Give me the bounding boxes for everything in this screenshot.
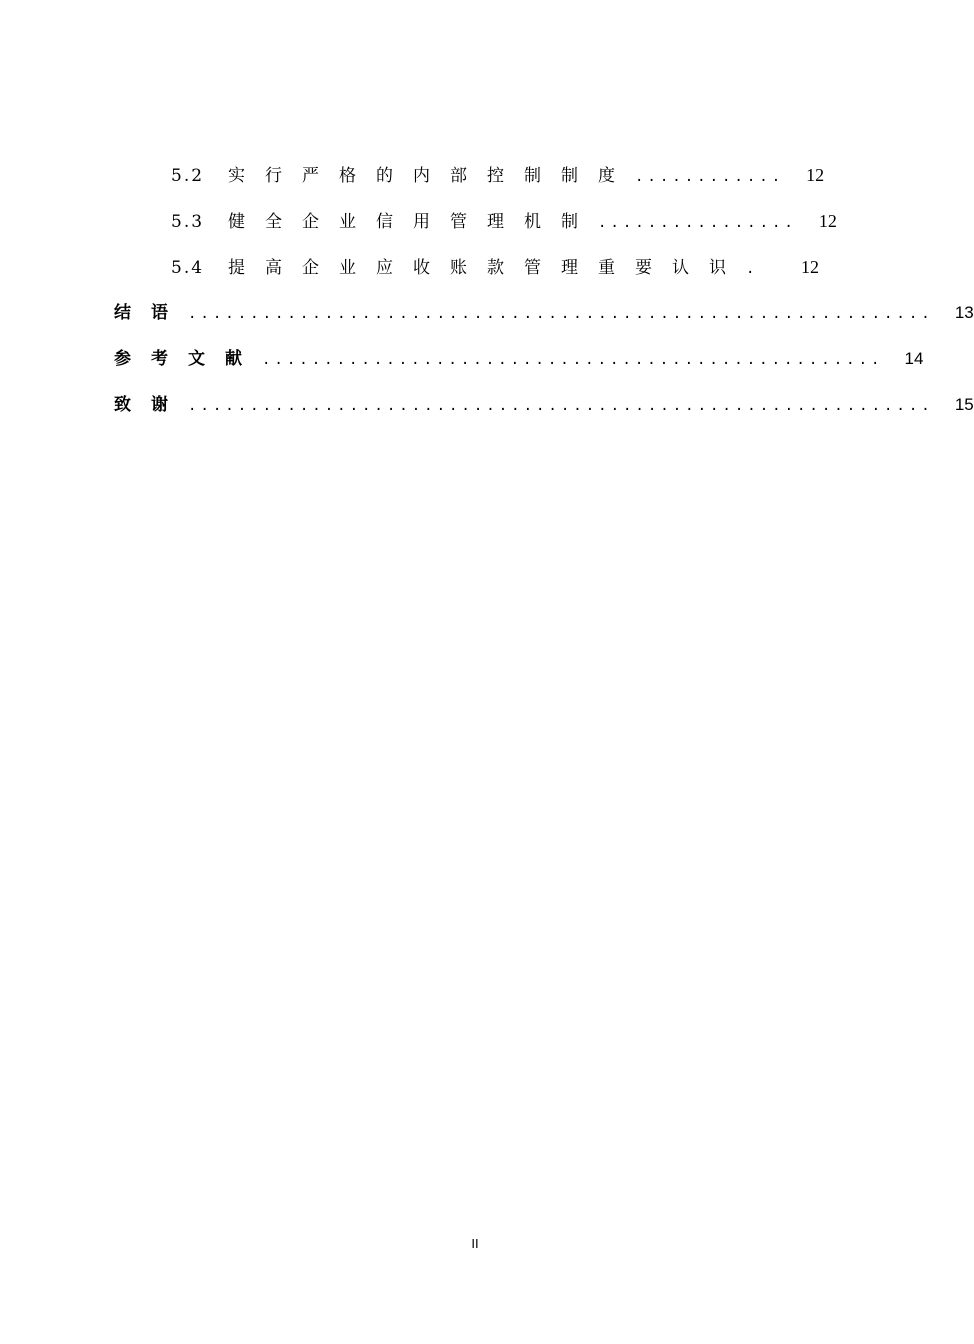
toc-entry-title: 参考文献	[114, 349, 262, 369]
toc-entry-title: 健全企业信用管理机制	[228, 212, 598, 232]
toc-entry-page: 15	[954, 395, 974, 414]
toc-entry-page: 14	[904, 349, 924, 368]
toc-leader-dots: .	[746, 261, 759, 277]
toc-entry-number: 5.4	[171, 258, 205, 278]
toc-entry-references[interactable]	[114, 347, 924, 371]
toc-entry-number: 5.2	[171, 166, 205, 186]
toc-entry-page: 12	[806, 165, 825, 185]
toc-leader-dots: ................	[598, 215, 797, 231]
toc-leader-dots: ............................................................	[188, 306, 934, 322]
toc-entry-page: 12	[818, 211, 837, 231]
toc-entry-conclusion[interactable]	[114, 301, 974, 325]
toc-entry-number: 5.3	[171, 212, 205, 232]
toc-entry-acknowledgements[interactable]	[114, 393, 974, 417]
page-footer-number: II	[471, 1236, 479, 1251]
toc-leader-dots: ............	[635, 169, 785, 185]
toc-entry-page: 12	[801, 257, 819, 277]
toc-entry-title: 致谢	[114, 395, 188, 415]
toc-leader-dots: ..................................................	[262, 352, 884, 368]
toc-entry-title: 实行严格的内部控制制度	[228, 166, 635, 186]
toc-entry-page: 13	[954, 303, 974, 322]
toc-entry-5-4[interactable]	[171, 255, 819, 279]
toc-entry-title: 提高企业应收账款管理重要认识	[228, 258, 746, 278]
toc-leader-dots: ............................................................	[188, 398, 934, 414]
toc-entry-5-3[interactable]	[171, 209, 837, 233]
toc-entry-title: 结语	[114, 303, 188, 323]
toc-entry-5-2[interactable]	[171, 163, 825, 187]
